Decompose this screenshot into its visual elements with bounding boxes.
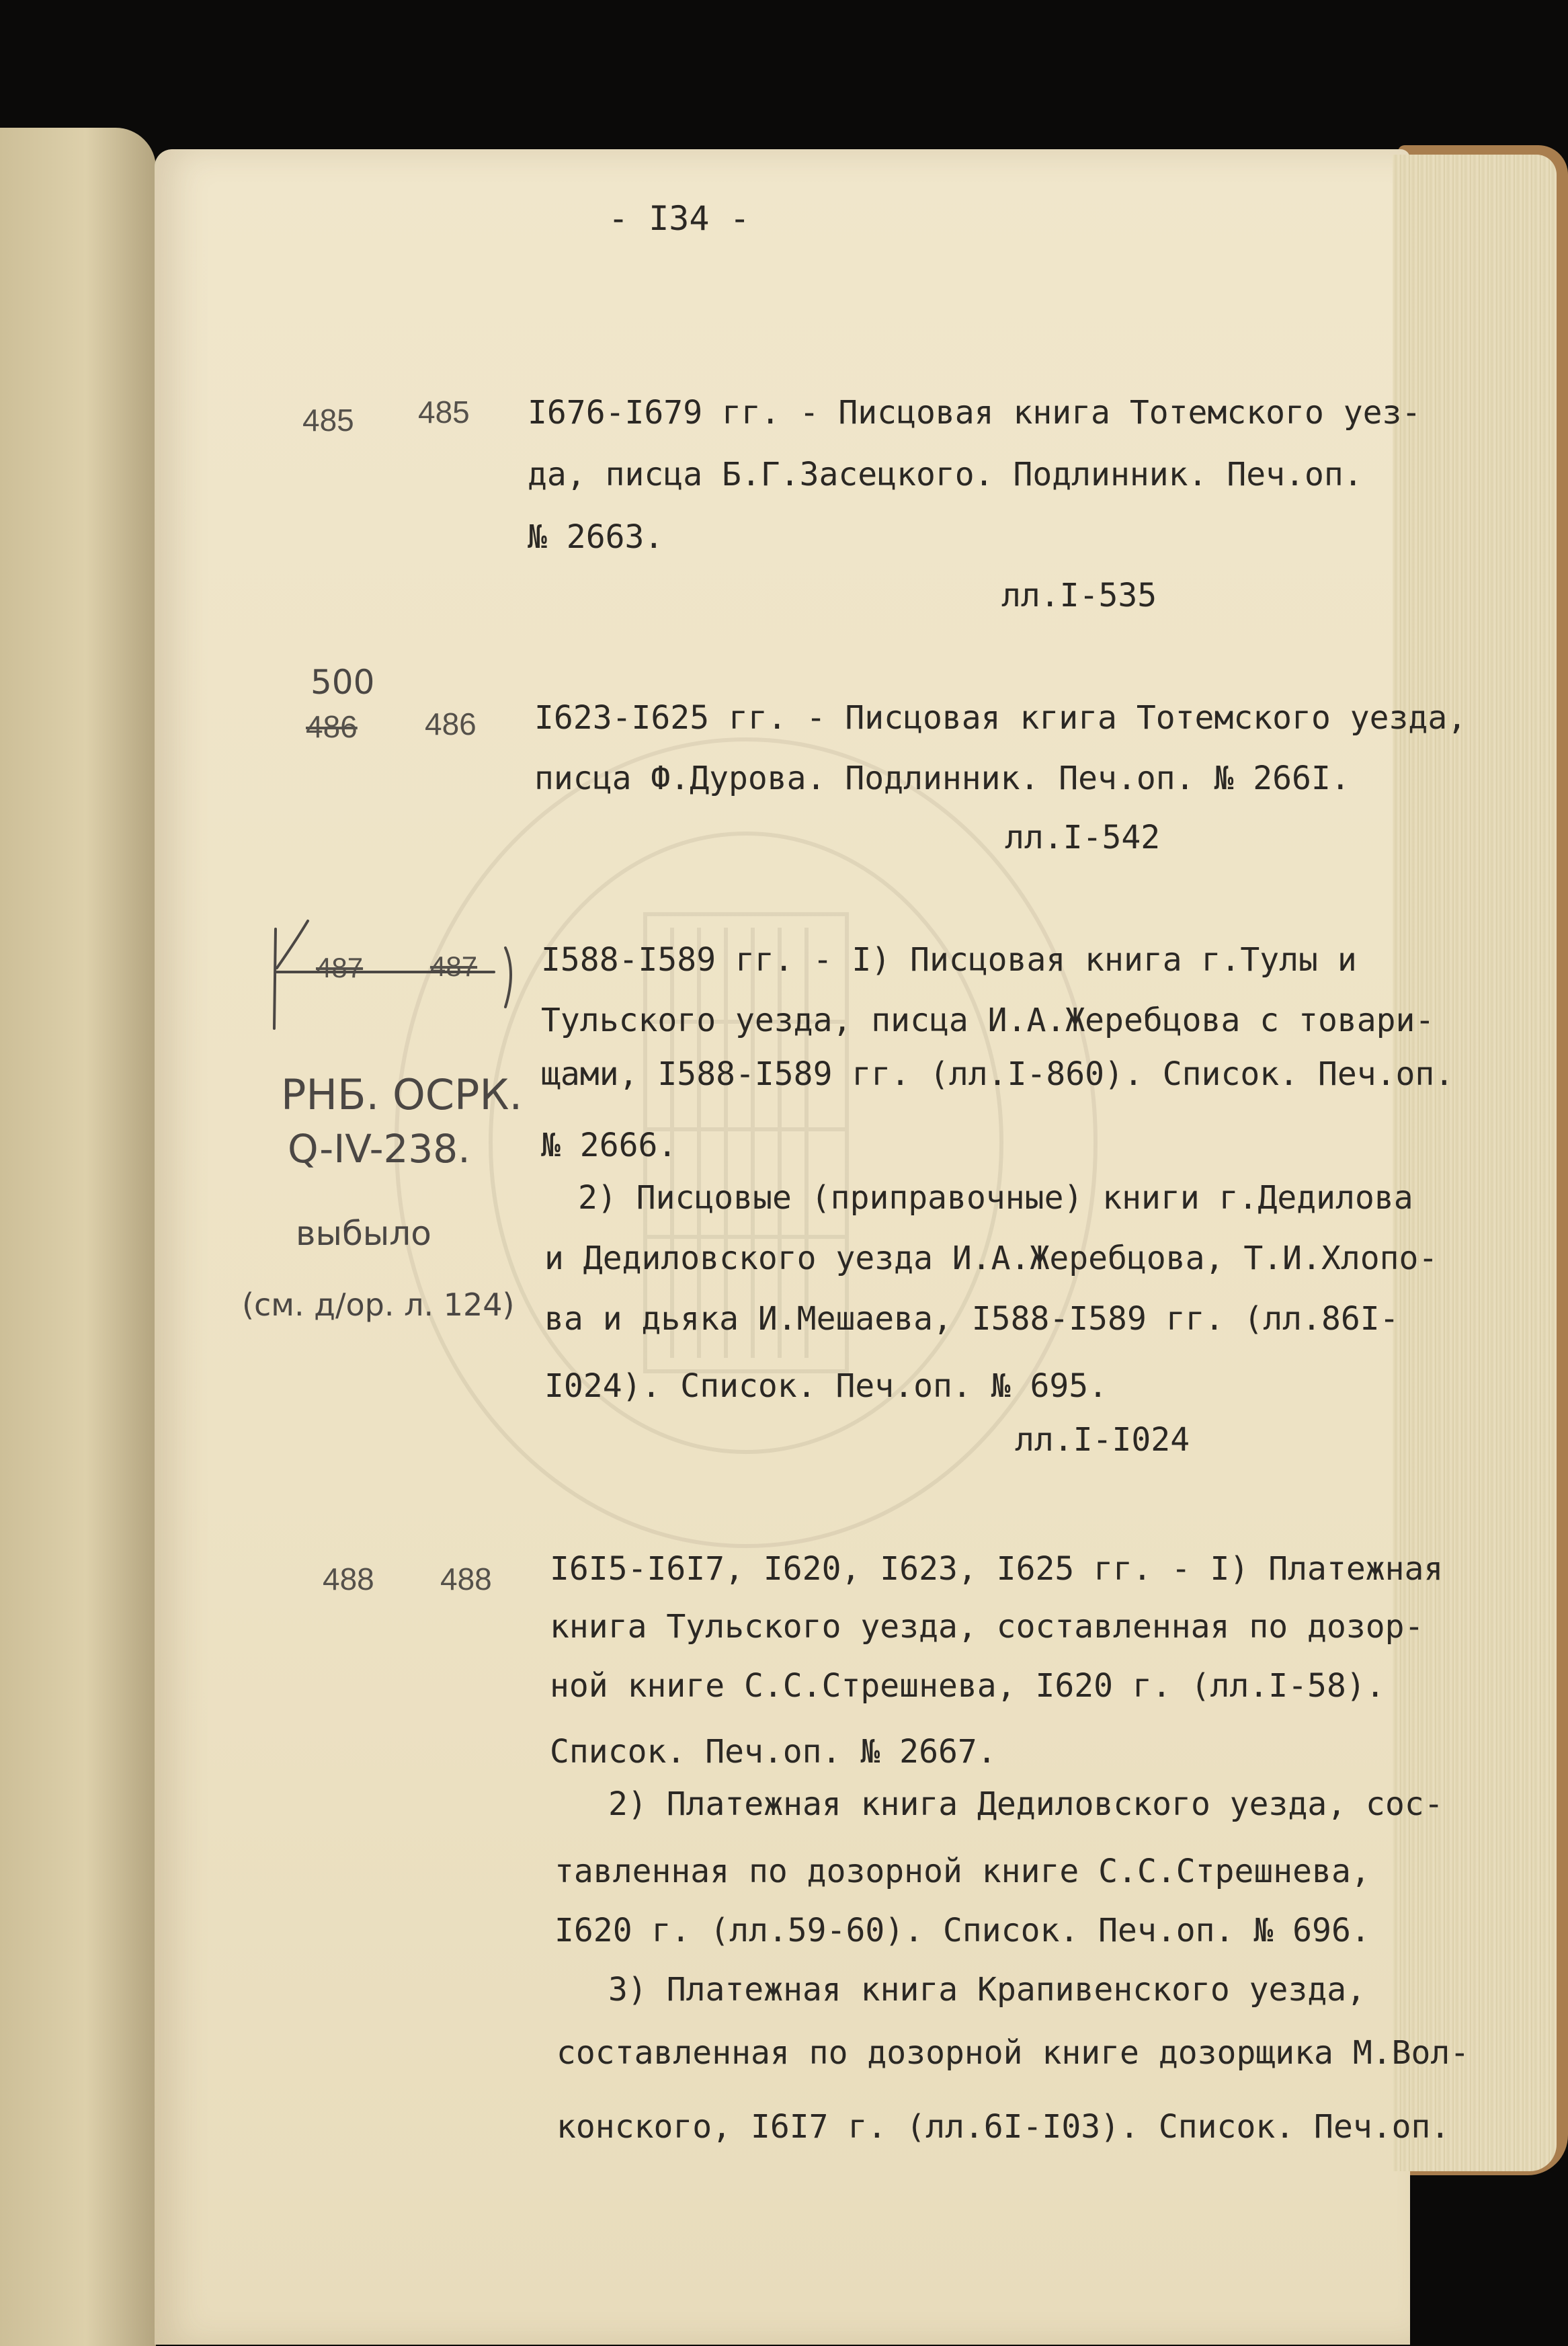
entry-new-number: 486 [425,706,477,741]
handwritten-note-reference: (см. д/ор. л. 124) [242,1287,515,1323]
entry-text-line: да, писца Б.Г.Засецкого. Подлинник. Печ.оп. [528,456,1363,493]
entry-text-line: № 2666. [541,1127,677,1164]
entry-text-line: 2) Платежная книга Дедиловского уезда, сос- [608,1785,1444,1823]
entry-text-line: I676-I679 гг. - Писцовая книга Тотемского уез- [528,394,1421,432]
entry-folios: лл.I-I024 [1015,1421,1190,1459]
entry-text-line: и Дедиловского уезда И.А.Жеребцова, Т.И.Хлопо- [544,1240,1438,1277]
entry-text-line: книга Тульского уезда, составленная по дозор- [550,1608,1424,1646]
entry-text-line: 2) Писцовые (приправочные) книги г.Дедилова [578,1179,1413,1217]
entry-text-line: 3) Платежная книга Крапивенского уезда, [608,1971,1366,2009]
entry-text-line: составленная по дозорной книге дозорщика М.Вол- [556,2034,1470,2072]
entry-folios: лл.I-535 [1001,577,1157,614]
entry-text-line: I588-I589 гг. - I) Писцовая книга г.Тулы и [541,941,1357,979]
entry-old-number: 488 [323,1562,374,1596]
entry-new-number: 488 [440,1562,492,1596]
entry-text-line: I620 г. (лл.59-60). Список. Печ.оп. № 696. [554,1912,1370,1949]
entry-text-line: ной книге С.С.Стрешнева, I620 г. (лл.I-58). [550,1667,1385,1705]
entry-text-line: конского, I6I7 г. (лл.6I-I03). Список. Печ.оп. [556,2108,1450,2146]
entry-text-line: I623-I625 гг. - Писцовая кгига Тотемского уезда, [534,699,1467,737]
handwritten-note-shelfmark: Q-IV-238. [288,1126,470,1172]
entry-text-line: писца Ф.Дурова. Подлинник. Печ.оп. № 266I. [534,760,1350,797]
entry-text-line: № 2663. [528,518,664,556]
entry-text-line: тавленная по дозорной книге С.С.Стрешнева, [554,1853,1370,1890]
entry-text-line: Список. Печ.оп. № 2667. [550,1733,997,1771]
entry-text-line: Тульского уезда, писца И.А.Жеребцова с товари- [541,1002,1435,1039]
handwritten-number-note: 500 [311,663,375,702]
entry-old-number: 485 [302,403,354,438]
entry-old-number: 487 [316,952,364,983]
handwritten-note-library: РНБ. ОСРК. [281,1070,523,1119]
entry-text-line: щами, I588-I589 гг. (лл.I-860). Список. Печ.оп. [541,1055,1454,1093]
entry-new-number: 487 [430,950,478,982]
entry-new-number: 485 [418,395,470,430]
entry-old-number: 486 [306,709,358,744]
entry-text-line: ва и дьяка И.Мешаева, I588-I589 гг. (лл.86I- [544,1300,1399,1338]
page-number: - I34 - [608,199,750,238]
entry-text-line: I6I5-I6I7, I620, I623, I625 гг. - I) Платежная [550,1550,1444,1588]
entry-folios: лл.I-542 [1005,819,1161,856]
entry-text-line: I024). Список. Печ.оп. № 695. [544,1367,1108,1405]
handwritten-note-status: выбыло [296,1214,431,1253]
